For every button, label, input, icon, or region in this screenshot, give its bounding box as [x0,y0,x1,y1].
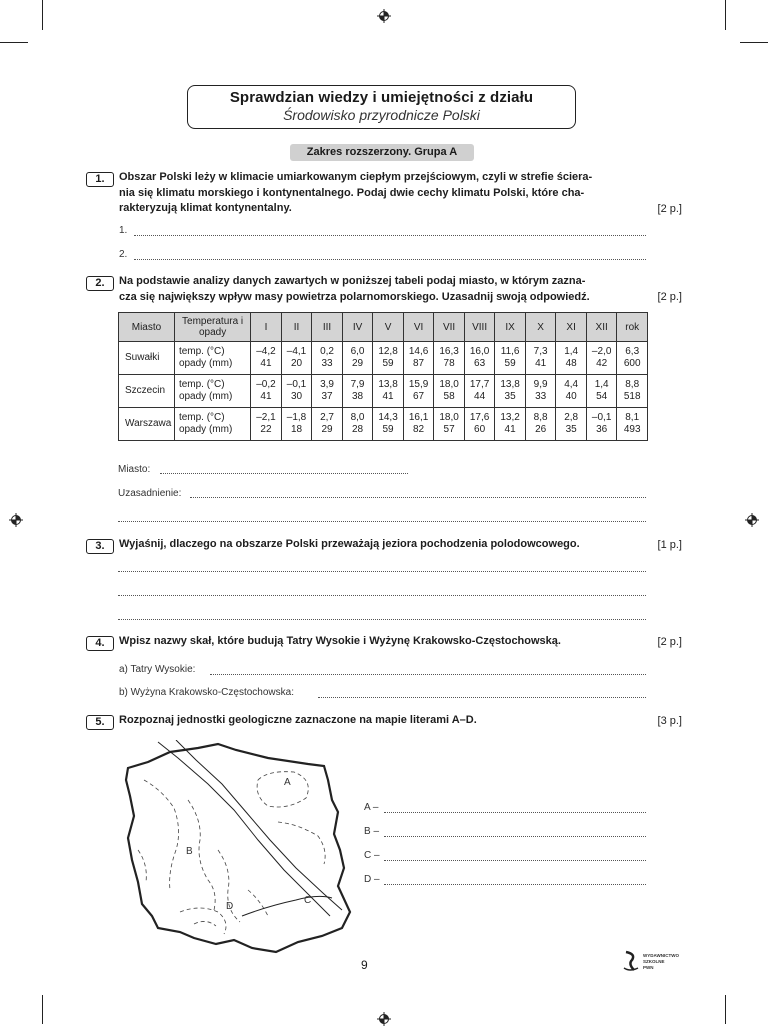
registration-mark-icon [377,9,391,23]
value-cell: 14,3 59 [373,408,404,441]
value-cell: 0,2 33 [312,342,343,375]
value-cell: 7,3 41 [525,342,556,375]
city-cell: Szczecin [119,375,175,408]
crop-mark [725,995,726,1024]
table-row [119,375,648,408]
value-cell: 8,8 26 [525,408,556,441]
value-cell: –2,0 42 [586,342,617,375]
poland-outline [126,744,350,952]
answer-line[interactable] [384,836,646,837]
answer-line[interactable] [384,860,646,861]
answer-line[interactable] [210,674,646,675]
value-cell: 13,2 41 [495,408,526,441]
crop-mark [42,995,43,1024]
value-cell: 3,9 37 [312,375,343,408]
value-cell: –0,2 41 [251,375,282,408]
answer-c-label: C – [364,850,380,861]
value-cell: 1,4 54 [586,375,617,408]
table-row [119,408,648,441]
value-cell: –0,1 30 [281,375,312,408]
answer-2-label: 2. [119,249,128,260]
answer-1-label: 1. [119,225,128,236]
reason-answer-line[interactable] [118,521,646,522]
question-3-text: Wyjaśnij, dlaczego na obszarze Polski przeważają jeziora pochodzenia polodowcowego. [119,538,580,550]
value-cell: 14,6 87 [403,342,434,375]
publisher-name: WYDAWNICTWO SZKOLNE PWN [643,953,679,970]
value-cell: –2,1 22 [251,408,282,441]
group-badge: Zakres rozszerzony. Grupa A [290,144,474,161]
value-cell: 7,9 38 [342,375,373,408]
reason-answer-line[interactable] [190,497,646,498]
value-cell: 8,0 28 [342,408,373,441]
value-cell: 8,8 518 [617,375,648,408]
question-number-4: 4. [86,636,114,651]
table-header-row: Miasto Temperatura i opady I II III IV V VI VII VIII IX X XI XII rok [119,313,648,342]
question-number-2: 2. [86,276,114,291]
value-cell: 11,6 59 [495,342,526,375]
registration-mark-icon [745,513,759,527]
city-label: Miasto: [118,464,151,475]
title-box [187,85,576,129]
value-cell: 9,9 33 [525,375,556,408]
value-cell: 2,7 29 [312,408,343,441]
answer-line[interactable] [134,235,646,236]
tectonic-boundary-line [158,742,330,916]
measure-cell: temp. (°C) opady (mm) [174,342,250,375]
value-cell: 18,0 57 [434,408,465,441]
value-cell: 12,8 59 [373,342,404,375]
value-cell: 16,3 78 [434,342,465,375]
value-cell: –4,2 41 [251,342,282,375]
question-number-1: 1. [86,172,114,187]
value-cell: 4,4 40 [556,375,587,408]
crop-mark [725,0,726,30]
value-cell: 17,7 44 [464,375,495,408]
value-cell: 15,9 67 [403,375,434,408]
geological-map-of-poland [118,740,358,956]
crop-mark [42,0,43,30]
answer-line[interactable] [134,259,646,260]
value-cell: 2,8 35 [556,408,587,441]
question-3-points: [1 p.] [657,539,682,551]
question-5-points: [3 p.] [657,715,682,727]
registration-mark-icon [9,513,23,527]
question-4-text: Wpisz nazwy skał, które budują Tatry Wysokie i Wyżynę Krakowsko-Częstochowską. [119,635,561,647]
question-number-5: 5. [86,715,114,730]
table-row [119,342,648,375]
answer-line[interactable] [118,571,646,572]
page-title: Sprawdzian wiedzy i umiejętności z działu [229,89,534,106]
map-label-b: B [186,846,193,857]
value-cell: 6,0 29 [342,342,373,375]
answer-line[interactable] [384,812,646,813]
city-answer-line[interactable] [160,473,408,474]
map-label-a: A [284,777,291,788]
carpathian-boundary [242,896,332,916]
value-cell: –4,1 20 [281,342,312,375]
answer-line[interactable] [118,595,646,596]
answer-a-label: A – [364,802,379,813]
page-subtitle: Środowisko przyrodnicze Polski [283,107,480,123]
value-cell: 6,3 600 [617,342,648,375]
question-4-points: [2 p.] [657,636,682,648]
question-1-points: [2 p.] [657,203,682,215]
answer-line[interactable] [318,697,646,698]
value-cell: –1,8 18 [281,408,312,441]
value-cell: 16,0 63 [464,342,495,375]
q4-a-label: a) Tatry Wysokie: [119,664,196,675]
page-number: 9 [361,958,368,972]
value-cell: 13,8 35 [495,375,526,408]
value-cell: 8,1 493 [617,408,648,441]
question-1-text: Obszar Polski leży w klimacie umiarkowanym ciepłym przejściowym, czyli w strefie ściera- nia się klimatu morskiego i kontynentalnego. Podaj dwie cechy klimatu Polski, które cha- rakteryzują klimat kontynentalny. [119,171,593,214]
value-cell: 18,0 58 [434,375,465,408]
climate-table [118,312,648,441]
value-cell: 17,6 60 [464,408,495,441]
map-label-d: D [226,901,234,912]
answer-b-label: B – [364,826,380,837]
crop-mark [0,42,28,43]
reason-label: Uzasadnienie: [118,488,182,499]
measure-cell: temp. (°C) opady (mm) [174,408,250,441]
value-cell: 13,8 41 [373,375,404,408]
value-cell: –0,1 36 [586,408,617,441]
answer-line[interactable] [384,884,646,885]
city-cell: Suwałki [119,342,175,375]
q4-b-label: b) Wyżyna Krakowsko-Częstochowska: [119,687,294,698]
value-cell: 16,1 82 [403,408,434,441]
crop-mark [740,42,768,43]
value-cell: 1,4 48 [556,342,587,375]
answer-line[interactable] [118,619,646,620]
map-label-c: C [304,895,312,906]
measure-cell: temp. (°C) opady (mm) [174,375,250,408]
question-2-text: Na podstawie analizy danych zawartych w poniższej tabeli podaj miasto, w którym zazna- cza się największy wpływ masy powietrza polarnomorskiego. Uzasadnij swoją odpowiedź. [119,275,590,303]
question-5-text: Rozpoznaj jednostki geologiczne zaznaczone na mapie literami A–D. [119,714,477,726]
city-cell: Warszawa [119,408,175,441]
question-number-3: 3. [86,539,114,554]
publisher-logo-icon [622,950,642,972]
answer-d-label: D – [364,874,380,885]
question-2-points: [2 p.] [657,291,682,303]
